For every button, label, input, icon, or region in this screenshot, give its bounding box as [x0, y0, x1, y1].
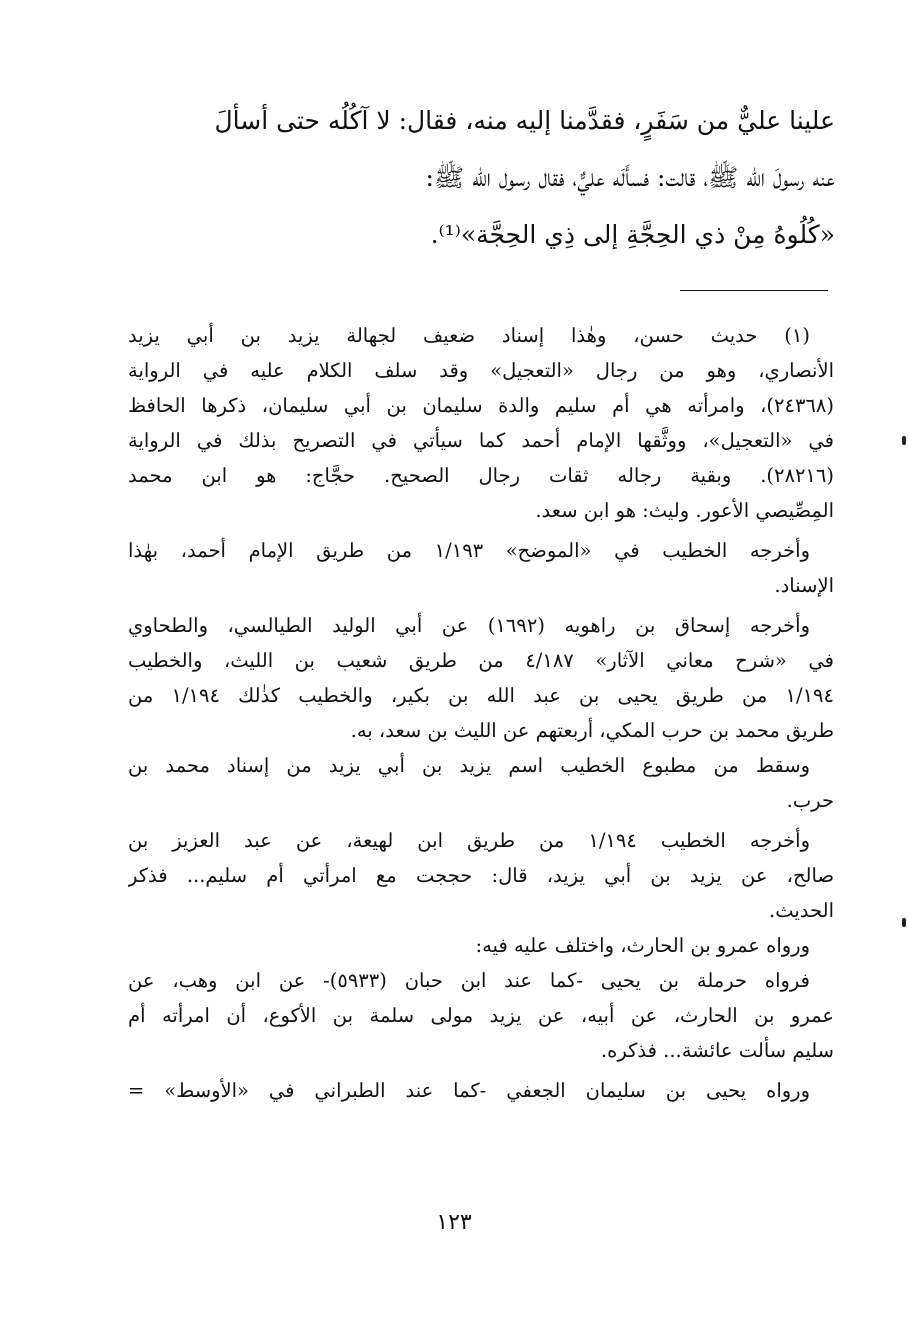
- footnote-line: الأنصاري، وهو من رجال «التعجيل» وقد سلف الكلام عليه في الرواية: [128, 359, 834, 382]
- footnote-line: وأخرجه الخطيب ١/١٩٤ من طريق ابن لهيعة، عن عبد العزيز بن: [128, 829, 810, 852]
- footnote-line: صالح، عن يزيد بن أبي يزيد، قال: حججت مع امرأتي أم سليم... فذكر: [128, 864, 834, 887]
- footnote-line: (٢٤٣٦٨)، وامرأته هي أم سليم والدة سليمان بن أبي سليمان، ذكرها الحافظ: [128, 394, 834, 417]
- footnote-line: المِصِّيصي الأعور. وليث: هو ابن سعد.: [535, 499, 834, 522]
- footnote-line: الإسناد.: [774, 574, 834, 597]
- footnote-line: حرب.: [786, 789, 834, 812]
- main-text: [120, 92, 835, 263]
- footnote-line: في «التعجيل»، ووثَّقها الإمام أحمد كما سيأتي في التصريح بذلك في الرواية: [128, 429, 834, 452]
- footnote-line: وأخرجه الخطيب في «الموضح» ١/١٩٣ من طريق الإمام أحمد، بهٰذا: [128, 539, 811, 562]
- footnote-line: فرواه حرملة بن يحيى -كما عند ابن حبان (٥٩٣٣)- عن ابن وهب، عن: [128, 969, 811, 992]
- footnote-line: الحديث.: [769, 899, 834, 922]
- footnote-separator: [680, 290, 828, 291]
- footnote-line: (٢٨٢١٦). وبقية رجاله ثقات رجال الصحيح. حجَّاج: هو ابن محمد: [128, 464, 834, 487]
- footnote-line: وأخرجه إسحاق بن راهويه (١٦٩٢) عن أبي الوليد الطيالسي، والطحاوي: [128, 614, 811, 637]
- footnote-line: وسقط من مطبوع الخطيب اسم يزيد بن أبي يزيد من إسناد محمد بن: [128, 754, 810, 777]
- main-text-line: علينا عليٌّ من سَفَرٍ، فقدَّمنا إليه منه، فقال: لا آكُلُه حتى أسألَ: [214, 106, 835, 135]
- margin-mark: [902, 436, 906, 445]
- footnote-line: ١/١٩٤ من طريق يحيى بن عبد الله بن بكير، والخطيب كذٰلك ١/١٩٤ من: [128, 684, 834, 707]
- page-number: ١٢٣: [436, 1210, 472, 1235]
- footnote-line: (١) حديث حسن، وهٰذا إسناد ضعيف لجهالة يزيد بن أبي يزيد: [128, 324, 810, 347]
- footnote-line: في «شرح معاني الآثار» ٤/١٨٧ من طريق شعيب بن الليث، والخطيب: [128, 649, 834, 672]
- footnote-line: عمرو بن الحارث، عن أبيه، عن يزيد مولى سلمة بن الأكوع، أن امرأته أم: [128, 1004, 834, 1027]
- margin-mark: [902, 918, 906, 927]
- footnotes: [128, 318, 834, 1108]
- footnote-line: طريق محمد بن حرب المكي، أربعتهم عن الليث بن سعد، به.: [350, 719, 834, 742]
- main-text-line: عنه رسولَ الله ﷺ، قالت: فسأَلَه عليٌّ، فقال رسول الله ﷺ:: [425, 163, 835, 192]
- footnote-line: ورواه عمرو بن الحارث، واختلف عليه فيه:: [475, 934, 810, 957]
- footnote-line: ورواه يحيى بن سليمان الجعفي -كما عند الطبراني في «الأوسط» =: [128, 1079, 810, 1102]
- footnote-line: سليم سألت عائشة... فذكره.: [600, 1039, 834, 1062]
- main-text-line: «كُلُوهُ مِنْ ذي الحِجَّةِ إلى ذِي الحِجَّة»⁽¹⁾.: [430, 220, 835, 249]
